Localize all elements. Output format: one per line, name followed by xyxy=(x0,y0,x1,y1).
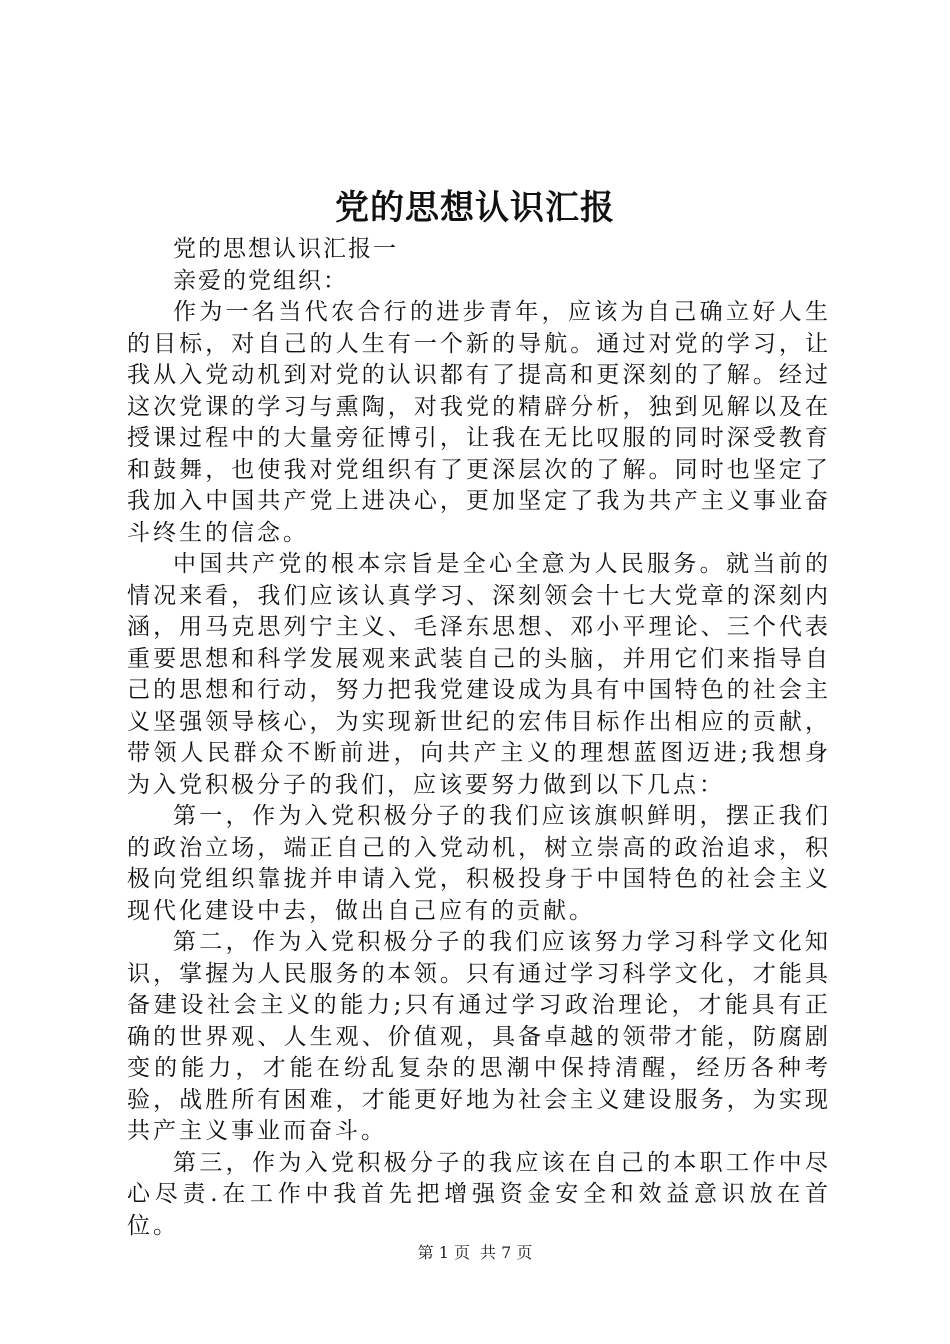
paragraph-point-two: 第二，作为入党积极分子的我们应该努力学习科学文化知识，掌握为人民服务的本领。只有通过学习科学文化，才能具备建设社会主义的能力;只有通过学习政治理论，才能具有正确的世界观、人生观、价值观，具备卓越的领带才能，防腐剧变的能力，才能在纷乱复杂的思潮中保持清醒，经历各种考验，战胜所有困难，才能更好地为社会主义建设服务，为实现共产主义事业而奋斗。 xyxy=(127,929,831,1144)
report-subtitle: 党的思想认识汇报一 xyxy=(173,236,398,262)
salutation: 亲爱的党组织： xyxy=(173,267,348,294)
page-footer xyxy=(0,1242,950,1264)
paragraph-introduction: 作为一名当代农合行的进步青年，应该为自己确立好人生的目标，对自己的人生有一个新的导航。通过对党的学习，让我从入党动机到对党的认识都有了提高和更深刻的了解。经过这次党课的学习与熏陶，对我党的精辟分析，独到见解以及在授课过程中的大量旁征博引，让我在无比叹服的同时深受教育和鼓舞，也使我对党组织有了更深层次的了解。同时也坚定了我加入中国共产党上进决心，更加坚定了我为共产主义事业奋斗终生的信念。 xyxy=(127,299,831,546)
page-total: 共 7 页 xyxy=(480,1243,533,1262)
paragraph-point-one: 第一，作为入党积极分子的我们应该旗帜鲜明，摆正我们的政治立场，端正自己的入党动机，树立崇高的政治追求，积极向党组织靠拢并申请入党，积极投身于中国特色的社会主义现代化建设中去，做出自己应有的贡献。 xyxy=(127,803,831,924)
page-number: 第 1 页 xyxy=(417,1243,470,1262)
paragraph-party-purpose: 中国共产党的根本宗旨是全心全意为人民服务。就当前的情况来看，我们应该认真学习、深刻领会十七大党章的深刻内涵，用马克思列宁主义、毛泽东思想、邓小平理论、三个代表重要思想和科学发展观来武装自己的头脑，并用它们来指导自己的思想和行动，努力把我党建设成为具有中国特色的社会主义坚强领导核心，为实现新世纪的宏伟目标作出相应的贡献，带领人民群众不断前进，向共产主义的理想蓝图迈进;我想身为入党积极分子的我们，应该要努力做到以下几点： xyxy=(127,551,831,798)
document-title: 党的思想认识汇报 xyxy=(335,188,615,228)
paragraph-point-three: 第三，作为入党积极分子的我应该在自己的本职工作中尽心尽责.在工作中我首先把增强资金安全和效益意识放在首位。 xyxy=(127,1149,831,1239)
document-body xyxy=(127,234,831,1242)
